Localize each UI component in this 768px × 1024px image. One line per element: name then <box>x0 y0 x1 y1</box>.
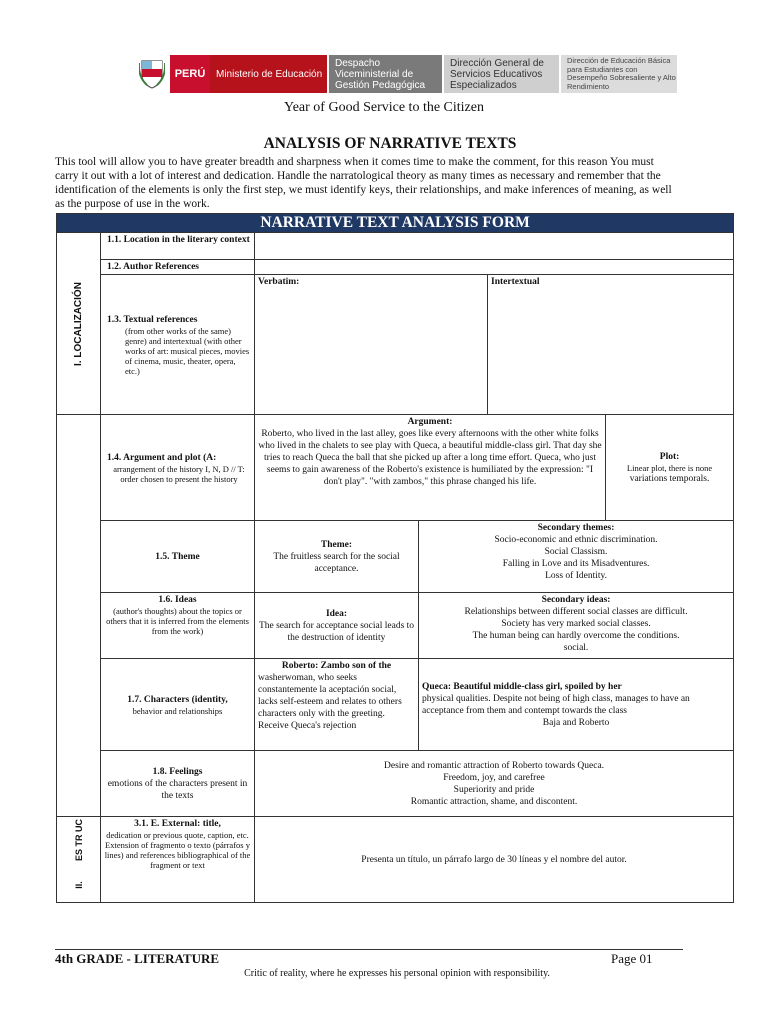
row-textual-label <box>101 275 255 415</box>
secondary-theme-item: Socio-economic and ethnic discrimination. <box>494 535 658 545</box>
footer-caption: Critic of reality, where he expresses his personal opinion with responsibility. <box>244 968 550 979</box>
queca-label: Queca: Beautiful middle-class girl, spoiled by her <box>422 681 622 692</box>
secondary-theme-item: Falling in Love and its Misadventures. <box>502 559 650 569</box>
feeling-item: Romantic attraction, shame, and discontent. <box>410 796 578 807</box>
idea-text: The search for acceptance social leads to the destruction of identity <box>258 620 415 643</box>
institution-header <box>137 55 678 93</box>
verbatim-cell: Verbatim: <box>255 275 488 415</box>
vice-ministry-label: Despacho Viceministerial de Gestión Pedagógica <box>329 55 442 93</box>
ministry-label: Ministerio de Educación <box>210 55 327 93</box>
motto: Year of Good Service to the Citizen <box>284 100 484 115</box>
theme-label: Theme: <box>320 539 353 550</box>
row-author-label: 1.2. Author References <box>101 260 255 275</box>
footer-page: Page 01 <box>611 951 653 966</box>
feelings-cell <box>255 751 734 817</box>
plot-label: Plot: <box>659 451 680 462</box>
row-theme-label: 1.5. Theme <box>101 521 255 593</box>
footer-grade: 4th GRADE - LITERATURE <box>55 951 220 966</box>
section-estructura-label: ES TR UC <box>73 818 84 861</box>
intertextual-cell: Intertextual <box>488 275 734 415</box>
secondary-idea-item: The human being can hardly overcome the conditions. <box>472 631 680 641</box>
ideas-title: 1.6. Ideas <box>158 595 197 605</box>
row-external-label <box>101 817 255 903</box>
section-estructura-number: II. <box>73 881 84 889</box>
argument-label: Argument: <box>407 417 453 427</box>
secondary-idea-item: Relationships between different social classes are difficult. <box>464 607 688 617</box>
row-ideas-label <box>101 593 255 659</box>
row-feelings-label <box>101 751 255 817</box>
roberto-text: washerwoman, who seeks constantemente la aceptación social, lacks self-esteem and relates to others characters only with the greeting. Receive Queca's rejection <box>258 673 402 731</box>
section1-continuation <box>57 415 101 817</box>
form-banner: NARRATIVE TEXT ANALYSIS FORM <box>57 214 734 233</box>
secondary-theme-item: Loss of Identity. <box>545 571 607 581</box>
general-direction-label: Dirección General de Servicios Educativos Especializados <box>444 55 559 93</box>
feeling-item: Desire and romantic attraction of Roberto towards Queca. <box>384 760 605 771</box>
education-direction-label: Dirección de Educación Básica para Estudiantes con Desempeño Sobresaliente y Alto Rendimiento <box>561 55 677 93</box>
textual-title: 1.3. Textual references <box>107 314 198 325</box>
external-subtitle: dedication or previous quote, caption, etc. Extension of fragmento o texto (párrafos y lines) and references bibliographical of the fragment or text <box>104 830 251 870</box>
secondary-idea-item: Society has very marked social classes. <box>501 619 651 629</box>
external-value: Presenta un título, un párrafo largo de 30 líneas y el nombre del autor. <box>255 817 734 903</box>
roberto-cell <box>255 659 419 751</box>
idea-cell <box>255 593 419 659</box>
roberto-label: Roberto: Zambo son of the <box>281 661 392 671</box>
secondary-themes-label: Secondary themes: <box>537 523 615 533</box>
feelings-title: 1.8. Feelings <box>152 766 203 777</box>
peru-label: PERÚ <box>170 55 210 93</box>
page-title: ANALYSIS OF NARRATIVE TEXTS <box>263 135 517 152</box>
external-title: 3.1. E. External: title, <box>134 819 221 829</box>
queca-cell <box>419 659 734 751</box>
row-argument-label <box>101 415 255 521</box>
section-localizacion-label: I. LOCALIZACIÓN <box>72 281 84 366</box>
section-estructura <box>57 817 101 903</box>
analysis-form <box>56 213 734 903</box>
queca-text: physical qualities. Despite not being of high class, manages to have an acceptance from them and contempt towards the class <box>422 693 690 716</box>
plot-cell <box>606 415 734 521</box>
secondary-ideas-label: Secondary ideas: <box>541 595 611 605</box>
characters-subtitle: behavior and relationships <box>132 705 223 716</box>
idea-label: Idea: <box>325 608 348 619</box>
argument-text: Roberto, who lived in the last alley, goes like every afternoons with the other white folks who lived in the chalets to see play with Queca, a beautiful middle-class girl. That day she tries to reach Queca the ball that she picked up after a long time effort. Queca, who just seems to gain awareness of the Roberto's existence is humiliated by the expression: "I don't play". "with zambos," this phrase changed his life. <box>258 429 602 487</box>
footer-divider <box>55 949 683 950</box>
row-characters-label <box>101 659 255 751</box>
argument-title: 1.4. Argument and plot (A: <box>107 452 217 463</box>
feeling-item: Superiority and pride <box>453 784 535 795</box>
feeling-item: Freedom, joy, and carefree <box>443 772 545 783</box>
characters-title: 1.7. Characters (identity, <box>127 694 228 705</box>
row-author-value <box>255 260 734 275</box>
theme-cell <box>255 521 419 593</box>
row-location-label: 1.1. Location in the literary context <box>101 233 255 260</box>
row-location-value <box>255 233 734 260</box>
plot-text2: variations temporals. <box>629 473 710 484</box>
coat-of-arms-icon <box>137 55 167 91</box>
queca-text2: Baja and Roberto <box>542 717 610 728</box>
feelings-subtitle: emotions of the characters present in the texts <box>107 778 248 801</box>
argument-subtitle: arrangement of the history I, N, D // T: order chosen to present the history <box>113 463 245 484</box>
plot-text1: Linear plot, there is none <box>626 462 713 473</box>
secondary-themes-cell <box>419 521 734 593</box>
secondary-theme-item: Social Classism. <box>544 547 608 557</box>
secondary-ideas-cell <box>419 593 734 659</box>
ideas-subtitle: (author's thoughts) about the topics or others that it is inferred from the elements from the work) <box>106 606 249 636</box>
theme-text: The fruitless search for the social acceptance. <box>273 551 400 574</box>
secondary-idea-item: social. <box>563 643 589 653</box>
section-localizacion <box>57 233 101 415</box>
argument-cell <box>255 415 606 521</box>
textual-subtitle: (from other works of the same) genre) and intertextual (with other works of art: musical pieces, movies of cinema, music, theater, opera, etc.) <box>125 325 250 376</box>
intro-paragraph: This tool will allow you to have greater breadth and sharpness when it comes time to make the comment, for this reason You must carry it out with a lot of interest and dedication. Handle the narratological theory as many times as necessary and remember that the identification of the elements is only the first step, we must identify keys, their relationships, and make inferences of meaning, as well as the purpose of use in the work. <box>55 156 672 210</box>
